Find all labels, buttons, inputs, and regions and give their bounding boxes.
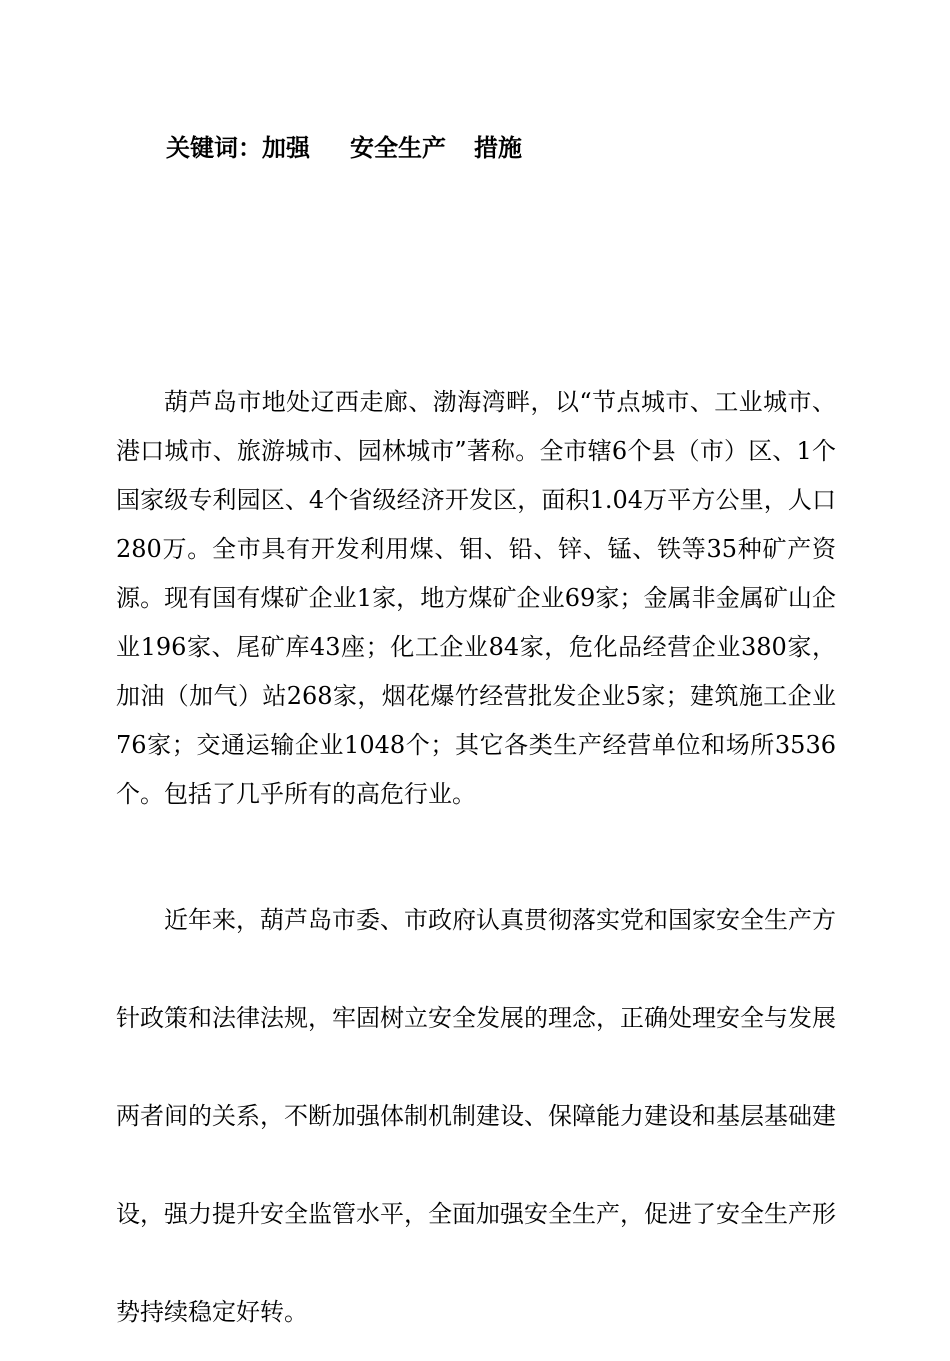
- keyword-item: 安全生产: [350, 133, 446, 162]
- keywords-label: 关键词：: [166, 133, 262, 162]
- keywords-line: [166, 130, 522, 166]
- body-paragraph: 近年来，葫芦岛市委、市政府认真贯彻落实党和国家安全生产方针政策和法律法规，牢固树立安全发展的理念，正确处理安全与发展两者间的关系，不断加强体制机制建设、保障能力建设和基层基础建设，强力提升安全监管水平，全面加强安全生产，促进了安全生产形势持续稳定好转。: [116, 906, 836, 1326]
- body-paragraph: 葫芦岛市地处辽西走廊、渤海湾畔，以“节点城市、工业城市、港口城市、旅游城市、园林城市”著称。全市辖6个县（市）区、1个国家级专利园区、4个省级经济开发区，面积1.04万平方公里，人口280万。全市具有开发利用煤、钼、铅、锌、锰、铁等35种矿产资源。现有国有煤矿企业1家，地方煤矿企业69家；金属非金属矿山企业196家、尾矿库43座；化工企业84家，危化品经营企业380家，加油（加气）站268家，烟花爆竹经营批发企业5家；建筑施工企业76家；交通运输企业1048个；其它各类生产经营单位和场所3536个。包括了几乎所有的高危行业。: [116, 388, 836, 808]
- keyword-item: 加强: [262, 133, 310, 162]
- keyword-item: 措施: [474, 133, 522, 162]
